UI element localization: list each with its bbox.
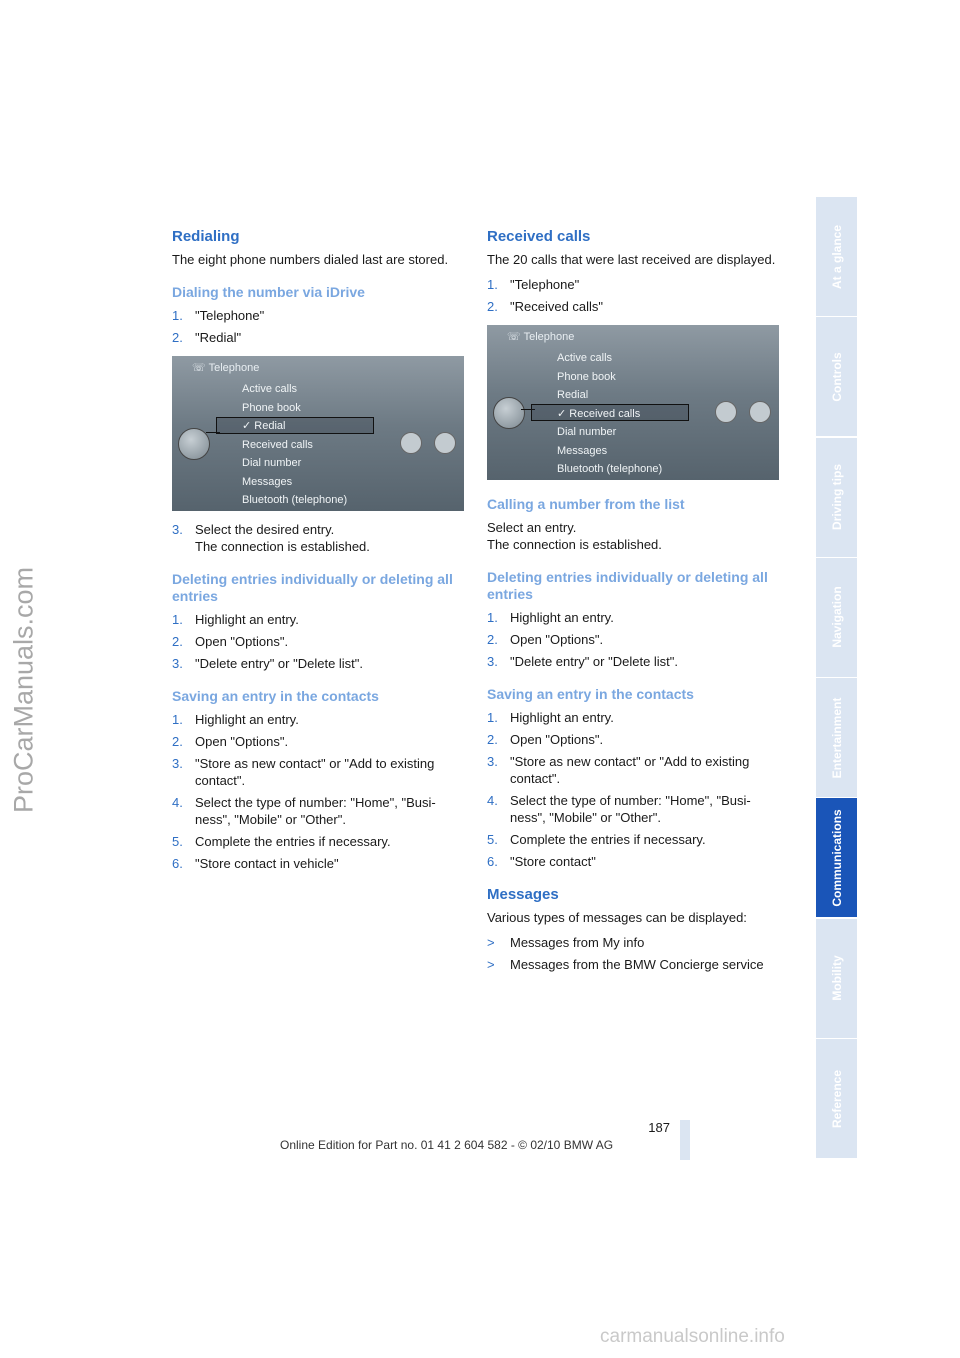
option-icon	[434, 432, 456, 454]
dialing-heading: Dialing the number via iDrive	[172, 284, 365, 300]
list-item: 1. "Telephone"	[172, 308, 265, 323]
list-item: 1. "Telephone"	[487, 277, 580, 292]
telephone-icon: ☏	[507, 331, 521, 343]
list-item: 2. "Redial"	[172, 330, 242, 345]
list-item: 3. Select the desired entry. The connection is established.	[172, 522, 370, 554]
telephone-icon: ☏	[192, 362, 206, 374]
screen-menu: Active calls Phone book Redial ✓ Received calls Dial number Messages Bluetooth (telephone)	[557, 352, 663, 475]
left-column	[172, 228, 467, 877]
list-item: 2. "Received calls"	[487, 299, 604, 314]
list-item: 1. Highlight an entry.	[487, 610, 614, 625]
option-icon	[749, 401, 771, 423]
tab-communications[interactable]: Communications	[816, 798, 857, 917]
save-heading: Saving an entry in the contacts	[487, 686, 694, 702]
list-item: 3. "Store as new contact" or "Add to existing contact".	[487, 754, 750, 786]
dialing-steps	[172, 307, 467, 346]
list-item: 4. Select the type of number: "Home", "Busi-ness", "Mobile" or "Other".	[172, 795, 436, 827]
tab-at-a-glance[interactable]: At a glance	[816, 197, 857, 316]
page-number: 187	[648, 1120, 670, 1135]
list-item: 1. Highlight an entry.	[172, 712, 299, 727]
delete-heading: Deleting entries individually or deleting all entries	[172, 571, 453, 604]
redialing-text: The eight phone numbers dialed last are stored.	[172, 252, 449, 267]
delete-steps	[172, 611, 467, 672]
screen-menu: Active calls Phone book ✓ Redial Received calls Dial number Messages Bluetooth (telephone)	[242, 383, 348, 506]
received-text: The 20 calls that were last received are displayed.	[487, 252, 776, 267]
list-item: 1. Highlight an entry.	[172, 612, 299, 627]
chapter-tabs	[816, 197, 857, 1160]
list-item: 6. "Store contact in vehicle"	[172, 856, 339, 871]
list-item: 2. Open "Options".	[487, 732, 604, 747]
received-steps	[487, 276, 782, 315]
list-item: > Messages from the BMW Concierge service	[487, 957, 764, 972]
bottom-watermark: carmanualsonline.info	[600, 1326, 785, 1347]
tab-driving-tips[interactable]: Driving tips	[816, 438, 857, 557]
list-item: 3. "Store as new contact" or "Add to existing contact".	[172, 756, 435, 788]
list-item: 2. Open "Options".	[172, 734, 289, 749]
list-item: 6. "Store contact"	[487, 854, 596, 869]
list-item: 3. "Delete entry" or "Delete list".	[487, 654, 679, 669]
calling-heading: Calling a number from the list	[487, 496, 685, 512]
settings-icon	[715, 401, 737, 423]
messages-list	[487, 934, 782, 973]
tab-reference[interactable]: Reference	[816, 1039, 857, 1158]
messages-text: Various types of messages can be displayed:	[487, 910, 747, 925]
screen-title: ☏ Telephone	[192, 362, 260, 374]
redialing-heading: Redialing	[172, 228, 240, 245]
right-column	[487, 228, 782, 978]
save-heading: Saving an entry in the contacts	[172, 688, 379, 704]
idrive-screenshot-redial	[172, 356, 464, 511]
screen-title: ☏ Telephone	[507, 331, 575, 343]
calling-text: Select an entry. The connection is established.	[487, 520, 662, 552]
save-steps	[172, 711, 467, 872]
list-item: 4. Select the type of number: "Home", "Busi-ness", "Mobile" or "Other".	[487, 793, 751, 825]
list-item: > Messages from My info	[487, 935, 645, 950]
tab-entertainment[interactable]: Entertainment	[816, 678, 857, 797]
side-watermark: ProCarManuals.com	[8, 566, 39, 814]
received-heading: Received calls	[487, 228, 591, 245]
list-item: 5. Complete the entries if necessary.	[487, 832, 706, 847]
save-steps	[487, 709, 782, 870]
footer: Online Edition for Part no. 01 41 2 604 582 - © 02/10 BMW AG	[280, 1138, 614, 1152]
delete-heading: Deleting entries individually or deleting all entries	[487, 569, 768, 602]
list-item: 2. Open "Options".	[172, 634, 289, 649]
idrive-screenshot-received	[487, 325, 779, 480]
list-item: 3. "Delete entry" or "Delete list".	[172, 656, 364, 671]
tab-navigation[interactable]: Navigation	[816, 558, 857, 677]
list-item: 2. Open "Options".	[487, 632, 604, 647]
controller-icon	[493, 397, 525, 429]
page-marker	[680, 1120, 690, 1160]
list-item: 1. Highlight an entry.	[487, 710, 614, 725]
settings-icon	[400, 432, 422, 454]
list-item: 5. Complete the entries if necessary.	[172, 834, 391, 849]
delete-steps	[487, 609, 782, 670]
tab-mobility[interactable]: Mobility	[816, 919, 857, 1038]
messages-heading: Messages	[487, 886, 559, 903]
tab-controls[interactable]: Controls	[816, 317, 857, 436]
